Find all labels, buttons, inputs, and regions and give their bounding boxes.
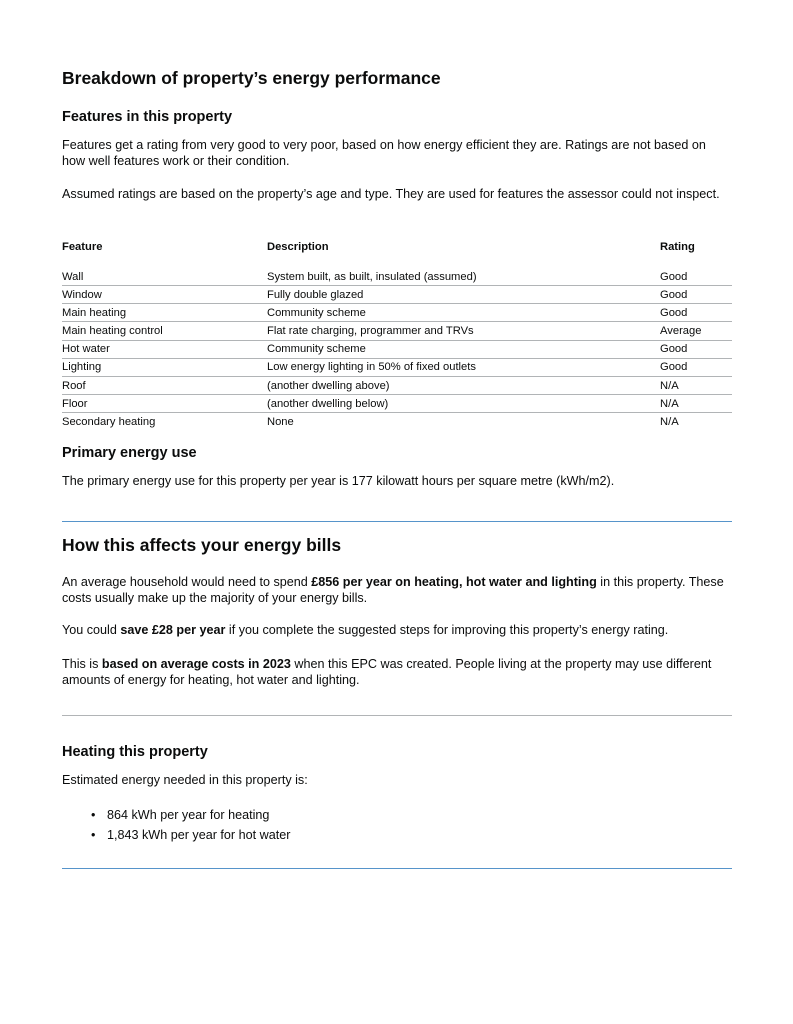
section-divider [62, 521, 732, 522]
feature-cell: Hot water [62, 340, 267, 358]
heating-intro: Estimated energy needed in this property is: [62, 773, 308, 787]
header-rating: Rating [660, 241, 695, 253]
bills-paragraph-1 [62, 575, 732, 606]
header-feature: Feature [62, 241, 103, 253]
description-cell: Community scheme [267, 304, 660, 322]
primary-energy-text: The primary energy use for this property per year is 177 kilowatt hours per square metre (kWh/m2). [62, 474, 615, 488]
section-divider [62, 868, 732, 869]
header-description: Description [267, 241, 329, 253]
feature-cell: Main heating [62, 304, 267, 322]
table-row [62, 358, 732, 376]
bills-p3-text-end: when this EPC was created. People living at the property may use different amounts of energy for heating, hot water and lighting. [62, 657, 712, 687]
rating-cell: Average [660, 322, 732, 340]
table-row [62, 376, 732, 394]
bills-paragraph-3 [62, 657, 732, 688]
table-row [62, 413, 732, 431]
feature-cell: Roof [62, 376, 267, 394]
table-row [62, 395, 732, 413]
bills-p2-text: You could [62, 623, 121, 637]
rating-cell: Good [660, 286, 732, 304]
features-intro-1: Features get a rating from very good to very poor, based on how energy efficient they are. Ratings are not based on how well features work or their condition. [62, 138, 706, 168]
table-row [62, 340, 732, 358]
table-row [62, 322, 732, 340]
table-row [62, 304, 732, 322]
bills-p2-highlight: save £28 per year [120, 623, 226, 637]
rating-cell: Good [660, 358, 732, 376]
bills-p3-highlight: based on average costs in 2023 [101, 657, 291, 671]
bills-paragraph-2 [62, 623, 732, 639]
table-row [62, 286, 732, 304]
list-item: • 1,843 kWh per year for hot water [107, 825, 290, 845]
description-cell: (another dwelling below) [267, 395, 660, 413]
primary-energy-heading: Primary energy use [62, 445, 197, 461]
features-intro-2: Assumed ratings are based on the property’s age and type. They are used for features the assessor could not inspect. [62, 187, 720, 201]
description-cell: Flat rate charging, programmer and TRVs [267, 322, 660, 340]
rating-cell: N/A [660, 376, 732, 394]
feature-cell: Floor [62, 395, 267, 413]
bills-p1-text-end: in this property. These costs usually make up the majority of your energy bills. [62, 575, 724, 605]
rating-cell: Good [660, 340, 732, 358]
rating-cell: Good [660, 304, 732, 322]
description-cell: Low energy lighting in 50% of fixed outlets [267, 358, 660, 376]
table-row [62, 261, 732, 286]
heating-heading: Heating this property [62, 744, 208, 760]
feature-cell: Window [62, 286, 267, 304]
breakdown-title: Breakdown of property’s energy performance [62, 68, 441, 88]
rating-cell: N/A [660, 395, 732, 413]
rating-cell: Good [660, 261, 732, 286]
description-cell: Fully double glazed [267, 286, 660, 304]
features-table [62, 241, 732, 431]
feature-cell: Wall [62, 261, 267, 286]
bills-p2-text-end: if you complete the suggested steps for improving this property’s energy rating. [225, 623, 669, 637]
features-table-header [62, 241, 732, 261]
feature-cell: Main heating control [62, 322, 267, 340]
section-divider [62, 715, 732, 716]
heating-list [62, 805, 290, 845]
description-cell: None [267, 415, 294, 428]
feature-cell: Lighting [62, 358, 267, 376]
description-cell: Community scheme [267, 340, 660, 358]
feature-cell: Secondary heating [62, 415, 156, 428]
bills-p1-text: An average household would need to spend [62, 575, 312, 589]
bills-p3-text: This is [62, 657, 102, 671]
rating-cell: N/A [660, 415, 679, 428]
bills-title: How this affects your energy bills [62, 535, 342, 555]
list-item: • 864 kWh per year for heating [107, 805, 290, 825]
features-heading: Features in this property [62, 109, 233, 125]
description-cell: (another dwelling above) [267, 376, 660, 394]
bills-p1-highlight: £856 per year on heating, hot water and lighting [311, 575, 597, 589]
description-cell: System built, as built, insulated (assumed) [267, 261, 660, 286]
